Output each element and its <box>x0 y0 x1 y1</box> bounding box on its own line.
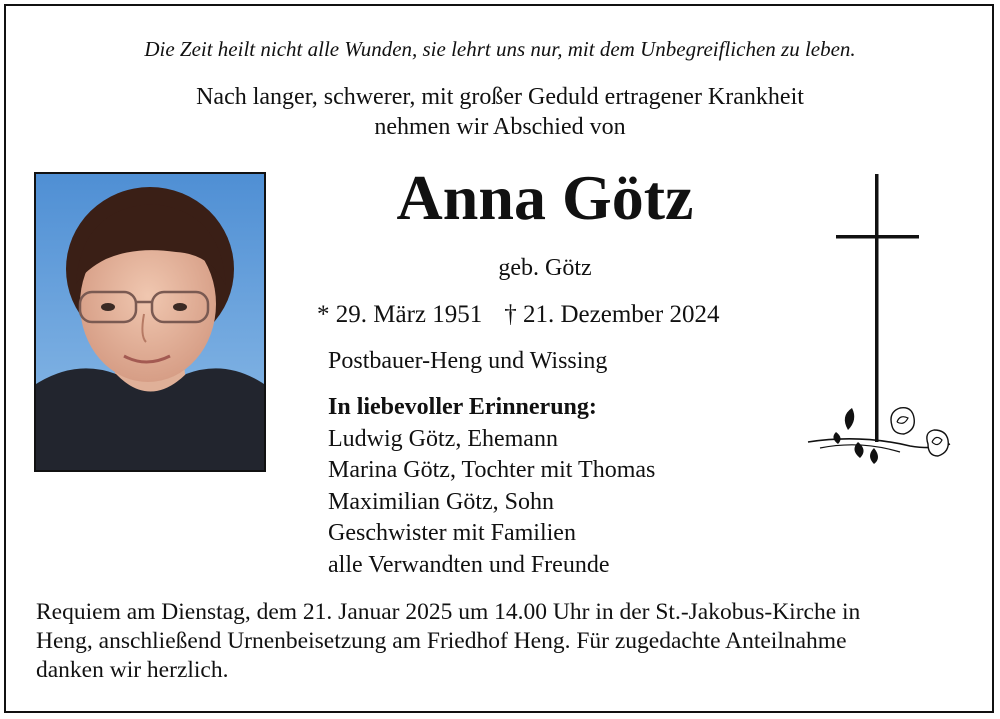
intro-line-1: Nach langer, schwerer, mit großer Geduld ertragener Krankheit <box>196 84 804 110</box>
place-text: Postbauer-Heng und Wissing <box>328 348 608 374</box>
footer-line-3: danken wir herzlich. <box>36 657 229 683</box>
deceased-name: Anna Götz <box>396 162 694 233</box>
quote-line: Die Zeit heilt nicht alle Wunden, sie lehrt uns nur, mit dem Unbegreiflichen zu leben. <box>144 37 856 61</box>
mourner-line: Geschwister mit Familien <box>328 520 576 546</box>
mourner-line: Marina Götz, Tochter mit Thomas <box>328 457 656 483</box>
intro-line-2: nehmen wir Abschied von <box>374 114 626 140</box>
birth-name: geb. Götz <box>498 255 592 281</box>
footer-text <box>36 598 966 685</box>
mourners-list <box>328 392 655 581</box>
footer-line-1: Requiem am Dienstag, dem 21. Januar 2025 um 14.00 Uhr in der St.-Jakobus-Kirche in <box>36 599 861 625</box>
intro-text <box>0 82 1000 142</box>
death-date: † 21. Dezember 2024 <box>504 301 720 328</box>
footer-line-2: Heng, anschließend Urnenbeisetzung am Friedhof Heng. Für zugedachte Anteilnahme <box>36 628 847 654</box>
cross-with-roses-icon <box>800 168 960 478</box>
birth-date: * 29. März 1951 <box>317 301 483 328</box>
mourner-line: Maximilian Götz, Sohn <box>328 488 554 515</box>
mourner-line: alle Verwandten und Freunde <box>328 551 610 578</box>
mourner-line: Ludwig Götz, Ehemann <box>328 425 558 452</box>
life-dates <box>317 300 719 330</box>
mourners-heading: In liebevoller Erinnerung: <box>328 394 597 420</box>
